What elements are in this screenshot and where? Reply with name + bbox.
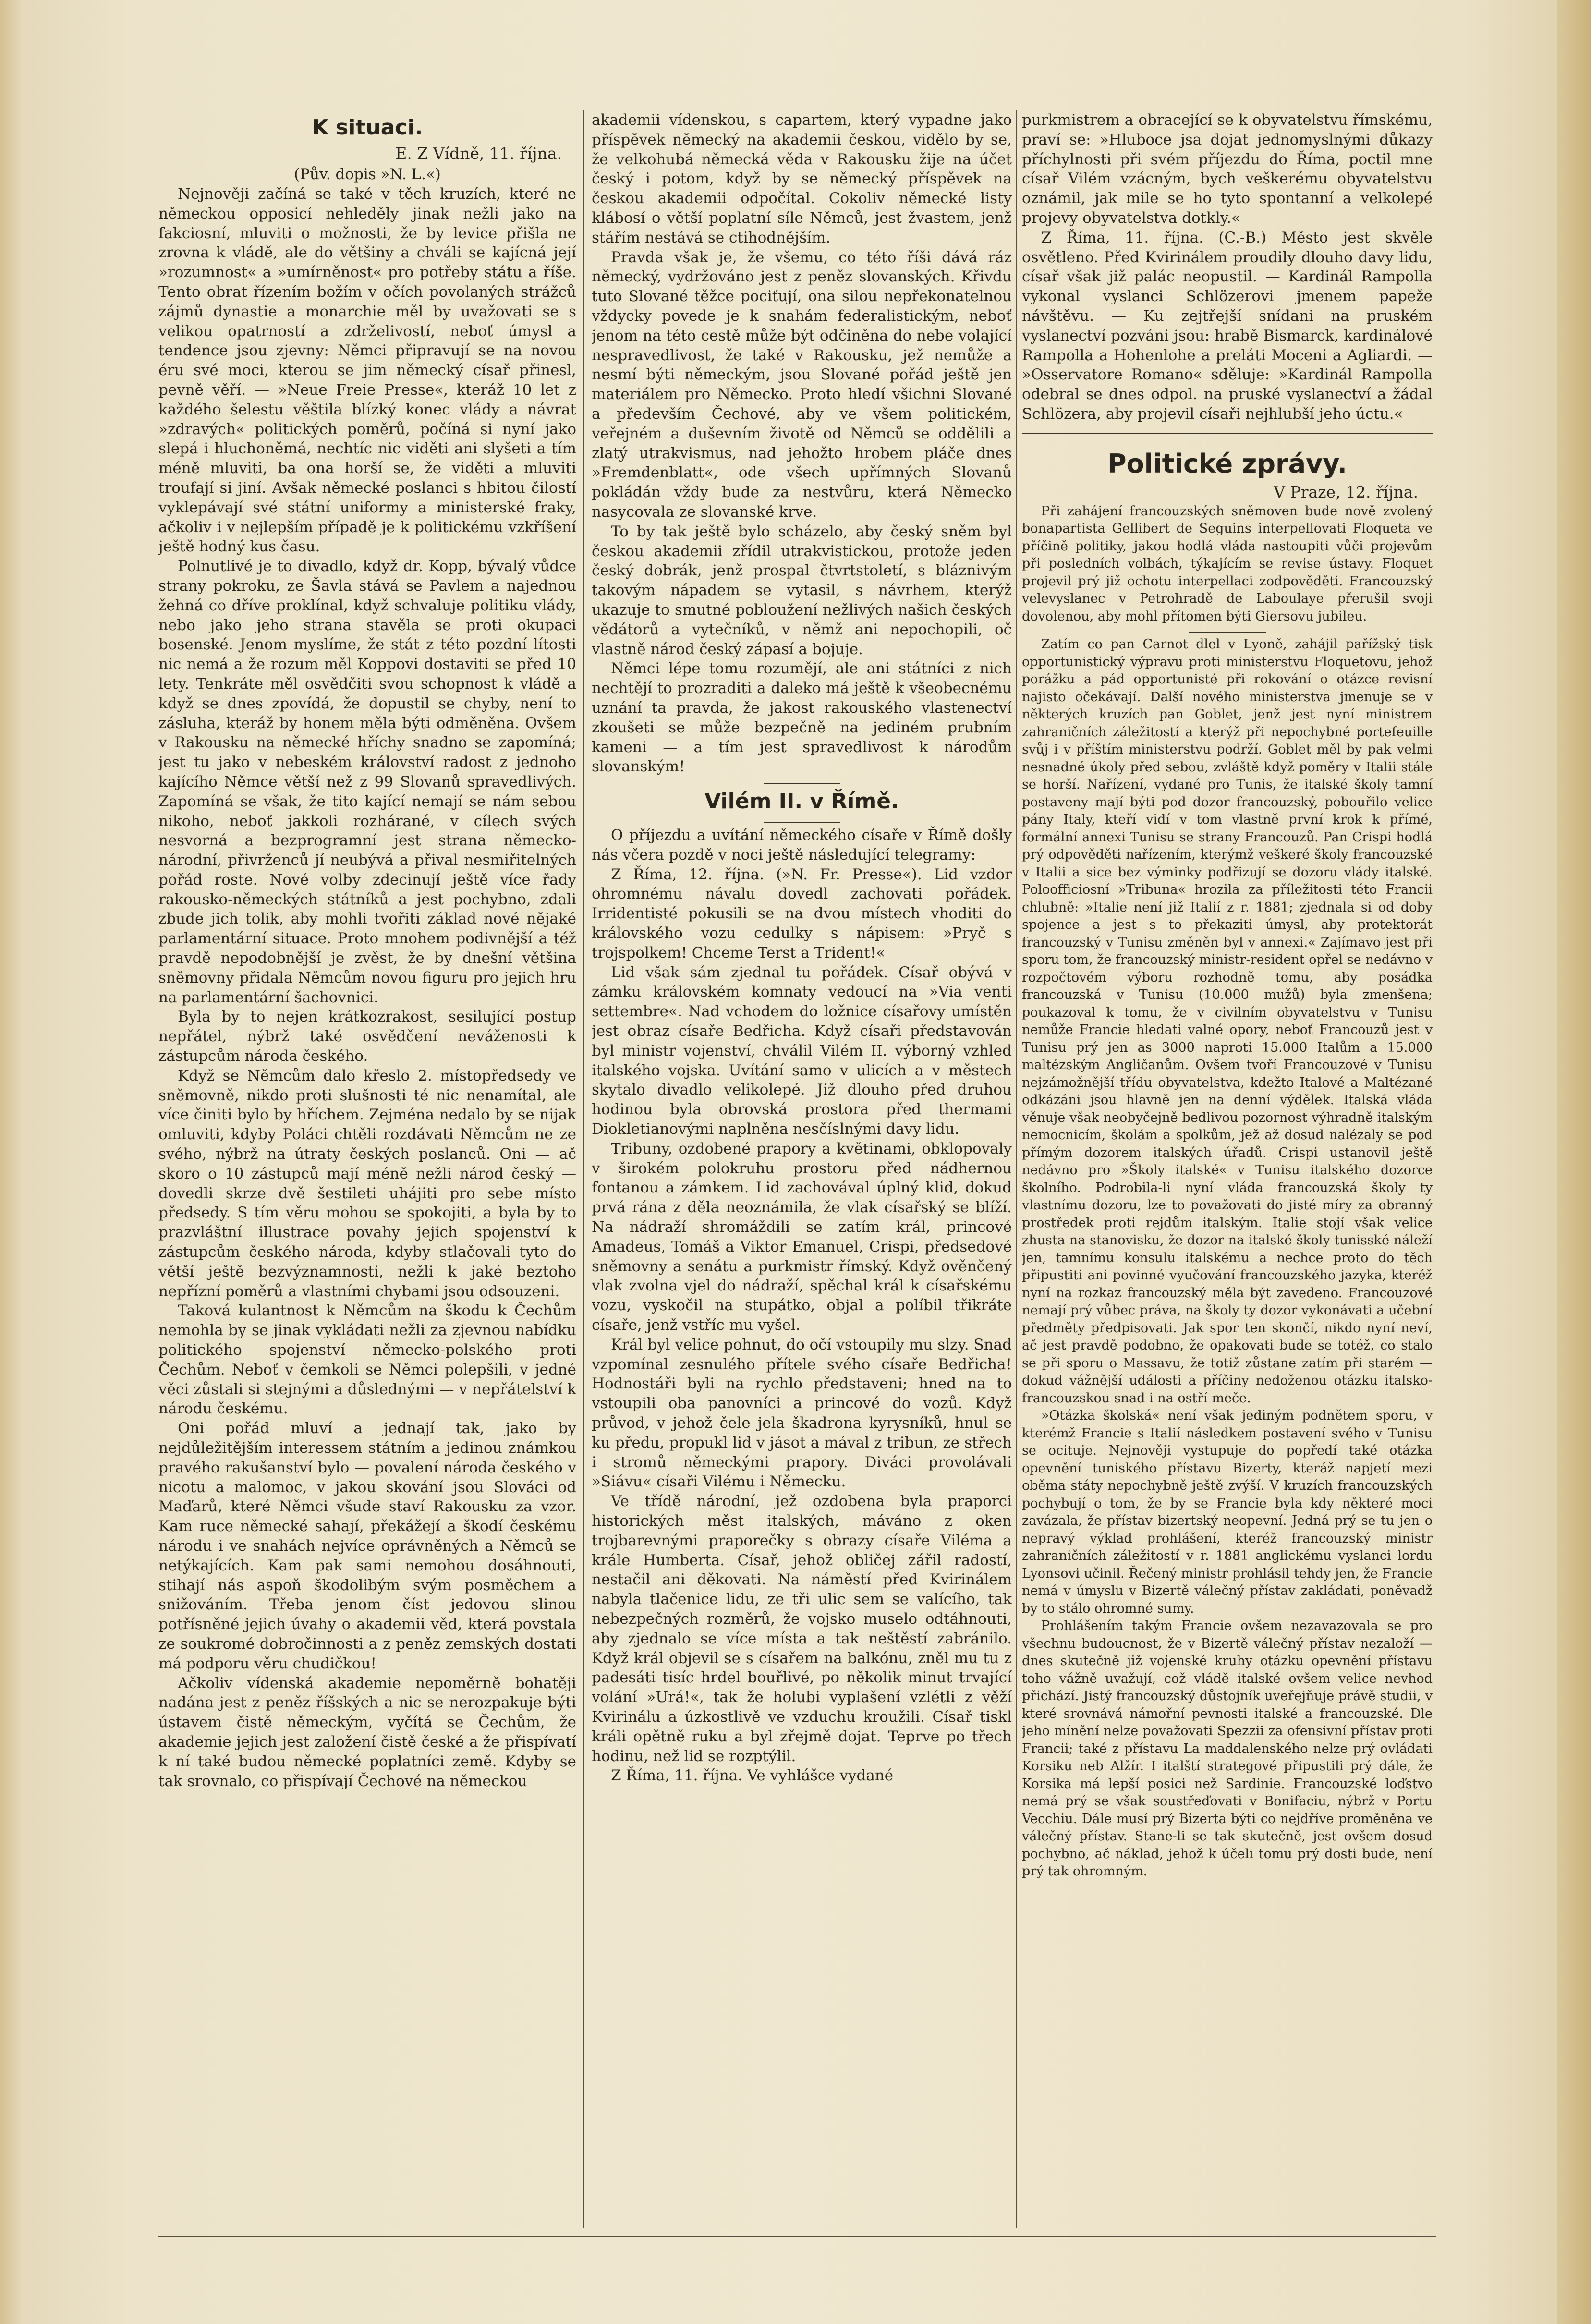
paragraph: Ačkoliv vídenská akademie nepoměrně bohatěji nadána jest z peněz říšských a nic se nerozpakuje býti ústavem čistě německým, vyčítá se Čechům, že akademie jejich jest založení čistě české a že přispívatí k ní také budou německé poplatníci země. Kdyby se tak srovnalo, co přispívají Čechové na německou (158, 1674, 576, 1790)
paragraph: Prohlášením takým Francie ovšem nezavazovala se pro všechnu budoucnost, že v Bizertě válečný přístav nezaloží — dnes skutečně již vojenské kruhy otázku opevnění přístavu toho vážně uvažují, což vládě italské ovšem velice nevhod přichází. Jistý francouzský důstojník uveřejňuje právě studii, v které srovnává námořní pevnosti italské a francouzské. Dle jeho mínění nelze považovati Spezzii za ofensivní přístav proti Francii; také z přístavu La maddalenského nelze prý ovládati Korsiku neb Alžír. I italští strategové připustili prý dále, že Korsika má lepší posici než Sardinie. Francouzské loďstvo nemá prý se však soustřeďovati v Bonifaciu, nýbrž v Portu Vecchiu. Dále musí prý Bizerta býti co nejdříve proměněna ve válečný přístav. Stane-li se tak skutečně, jest ovšem dosud pochybno, ač náklad, jehož k účeli tomu prý dosti bude, není prý tak ohromným. (1022, 1618, 1433, 1879)
paragraph-separator (1189, 632, 1266, 633)
section-separator (764, 822, 840, 823)
section-dateline: V Praze, 12. října. (1274, 482, 1418, 501)
paragraph: »Otázka školská« není však jediným podnětem sporu, v kterémž Francie s Italií následkem postavení svého v Tunisu se ocituje. Nejnověji vystupuje do popředí také otázka opevnění tuniského přístavu Bizerty, kteráž napjetí mezi oběma státy nepochybně ještě zvýší. V kruzích francouzských pochybují o tom, že by se Francie byla kdy některé moci zavázala, že přístav bizertský neopevní. Jedná prý se tu jen o nepravý výklad prohlášení, kteréž francouzský ministr zahraničních záležitostí v r. 1881 anglickému vyslanci lordu Lyonsovi učinil. Řečený ministr prohlásil tehdy jen, že Francie nemá v úmyslu v Bizertě válečný přístav zakládati, poněvadž by to stálo ohromné sumy. (1022, 1408, 1433, 1616)
column-rule-1 (583, 110, 584, 2228)
paragraph: Král byl velice pohnut, do očí vstoupily mu slzy. Snad vzpomínal zesnulého přítele svého císaře Bedřicha! Hodnostáři byli na rychlo představeni; hned na to vstoupili oba panovníci a princové do vozů. Když průvod, v jehož čele jela škadrona kyrysníků, hnul se ku předu, propukl lid v jásot a mával z tribun, ze střech i stromů německými prapory. Diváci provolávali »Siávu« císaři Vilému i Německu. (592, 1336, 1012, 1491)
paragraph: Němci lépe tomu rozumějí, ale ani státníci z nich nechtějí to prozraditi a daleko má ještě k všeobecnému uznání ta pravda, že jakost rakouského vlastenectví zkoušeti se může bezpečně na jediném prubním kameni — a tím jest spravedlivost k národům slovanským! (592, 660, 1012, 776)
article-source: (Pův. dopis »N. L.«) (294, 166, 441, 183)
page-left-edge (0, 0, 24, 2324)
column-1 (158, 110, 576, 2224)
paragraph: Polnutlivé je to divadlo, když dr. Kopp, bývalý vůdce strany pokroku, ze Šavla stává se Pavlem a najednou žehná co dříve proklínal, když schvaluje politiku vlády, nebo jako jeho strana stavěla se proti okupaci bosenské. Jenom myslíme, že stát z této pozdní lítosti nic nemá a že rozum měl Koppovi dostaviti se před 10 lety. Tenkráte měl osvědčiti svou schopnost k vládě a když se dnes zpovídá, že dopustil se chyby, není to zásluha, kteráž by honem měla býti odměněna. Ovšem v Rakousku na německé hříchy snadno se zapomíná; jest tu jako v nebeském království radost z jednoho kajícího Němce větší než z 99 Slovanů spravedlivých. Zapomíná se však, že tito kající nemají se nám sebou nikoho, neboť jakkoli rozhárané, v cílech svých nesvorná a bezprogramní jest strana německo-národní, přivrženců jí neubývá a přival nesmiřitelných pořád roste. Nové volby zdecinují ještě více řady rakousko-německých státníků a jest pochybno, zdali zbude jich tolik, aby mohli tvořiti základ nové nějaké parlamentární situace. Proto mnohem podivnější a též pravdě nepodobnější je zvěst, že by dnešní většina sněmovny přidala Němcům novou figuru pro jejich hru na parlamentární šachovnici. (158, 558, 576, 1006)
paragraph: O příjezdu a uvítání německého císaře v Římě došly nás včera pozdě v noci ještě následující telegramy: (592, 827, 1012, 864)
column-2 (592, 110, 1012, 2224)
bottom-rule (158, 2236, 1436, 2237)
paragraph: Z Říma, 11. října. Ve vyhlášce vydané (611, 1767, 894, 1785)
paragraph: akademii vídenskou, s capartem, který vypadne jako příspěvek německý na akademii českou, vidělo by se, že velkohubá německá věda v Rakousku žije na účet český i potom, když by se německý příspěvek na českou akademii odpočítal. Cokoliv německé listy klábosí o větší poplatní síle Němců, jest žvastem, jenž stářím nestává se ctihodnějším. (592, 111, 1012, 246)
column-3 (1022, 110, 1433, 2224)
article-title-vilem: Vilém II. v Římě. (704, 789, 899, 814)
paragraph: To by tak ještě bylo scházelo, aby český sněm byl českou akademii zřídil utrakvistickou, protože jeden český dobrák, jenž prospal čtvrtstoletí, s bláznivým takovým nápadem se vytasil, s návrhem, kterýž ukazuje to smutné pobloužení nežlivých našich českých vědátorů a vytečníků, v němž ani nepochopili, oč vlastně národ český zápasí a bojuje. (592, 523, 1012, 658)
paragraph: Z Říma, 12. října. (»N. Fr. Presse«). Lid vzdor ohromnému návalu dovedl zachovati pořádek. Irridentisté pokusili se na dvou místech vhoditi do královského vozu cedulky s nápisem: »Pryč s trojspolkem! Chceme Terst a Trident!« (592, 865, 1012, 961)
section-separator (1022, 433, 1433, 434)
paragraph: Při zahájení francouzských sněmoven bude nově zvolený bonapartista Gellibert de Seguins interpellovati Floqueta ve příčině politiky, jakou hodlá vláda nastoupiti vůči projevům při posledních volbách, týkajícím se revise ústavy. Floquet projevil prý již ochotu interpellaci zodpověděti. Francouzský velevyslanec v Petrohradě de Laboulaye přerušil svoji dovolenou, aby mohl přítomen býti Giersovu jubileu. (1022, 503, 1433, 624)
section-separator (764, 783, 840, 784)
paragraph: Když se Němcům dalo křeslo 2. místopředsedy ve sněmovně, nikdo proti slušnosti té nic nenamítal, ale více činiti bylo by hříchem. Zejména nedalo by se nijak omluviti, kdyby Poláci chtěli rozdávati Němcům ne ze svého, nýbrž na útraty českých poslanců. Oni — ač skoro o 10 zástupců mají méně nežli národ český — dovedli skrze dvě šestileti uhájiti pro sebe místo předsedy. S tím věru mohou se spokojiti, a byla by to prazvláštní illustrace povahy jejich spojenství k zástupcům českého národa, kdyby stlačovali tyto do větší ještě bezvýznamnosti, nežli k jaké beztoho nepřízní poměrů a vlastními chybami jsou odsouzeni. (158, 1067, 576, 1300)
paragraph: Taková kulantnost k Němcům na škodu k Čechům nemohla by se jinak vykládati nežli za zjevnou nabídku politického spojenství německo-polského proti Čechům. Neboť v čemkoli se Němci polepšili, v jedné věci zůstali si stejnými a důslednými — v nepřátelství k národu českému. (158, 1302, 576, 1418)
article-dateline: E. Z Vídně, 11. října. (395, 144, 562, 163)
paragraph: Oni pořád mluví a jednají tak, jako by nejdůležitějším interessem státním a jedinou známkou pravého rakušanství bylo — povalení národa českého v nicotu a malomoc, v jakou skování jsou Slováci od Maďarů, které Němci všude staví Rakousku za vzor. Kam ruce německé sahají, překážejí a škodí českému národu i ve snahách nejvíce oprávněných a Němců se netýkajících. Kam pak sami nemohou dosáhnouti, stihají nás aspoň škodolibým svým posměchem a snižováním. Třeba jenom číst jedovou slinou potřísněné jejich úvahy o akademii věd, která povstala ze soukromé dobročinnosti a z peněz zemských dostati má podporu věru chudičkou! (158, 1420, 576, 1672)
article-title-k-situaci: K situaci. (312, 115, 423, 140)
paragraph: Zatím co pan Carnot dlel v Lyoně, zahájil pařížský tisk opportunistický výpravu proti ministerstvu Floquetovu, jehož porážku a pád opportunisté při rokování o otázce revisní najisto očekávají. Další nového ministerstva jmenuje se v některých kruzích pan Goblet, jenž jest nyní ministrem zahraničních záležitostí a kterýž při nepochybné portefeuille svůj i v příštím ministerstvu podrží. Goblet měl by pak velmi nesnadné úkoly před sebou, zvláště když poměry v Italii stále se horší. Nařízení, vydané pro Tunis, že italské školy tamní postaveny mají býti pod dozor francouzský, pobouřilo velice pány Italy, kteří vidí v tom vlastně první krok k přímé, formální annexi Tunisu se strany Francouzů. Pan Crispi hodlá prý odpověděti nařízením, kterýmž veškeré školy francouzské v Italii a sice bez výminky podřizují se dozoru vlády italské. Poloofficiosní »Tribuna« hrozila za příležitosti této Francii chlubně: »Italie není již Italií z r. 1881; zjednala si od doby spojence a jest s to překaziti úmysl, aby protektorát francouzský v Tunisu změněn byl v annexi.« Zajímavo jest při sporu tom, že francouzský ministr-resident opřel se nedávno v rozpočtovém výboru rozhodně tomu, aby posádka francouzská v Tunisu (10.000 mužů) byla zmenšena; poukazoval k tomu, že v civilním obyvatelstvu v Tunisu nemůže Francie hledati valné opory, neboť Francouzů jest v Tunisu prý jen as 3000 naproti 15.000 Italům a 15.000 maltézským Angličanům. Ovšem tvoří Francouzové v Tunisu nejzámožnější třídu obyvatelstva, kdežto Italové a Maltézané odkázáni jsou hlavně jen na denní výdělek. Italská vláda věnuje však neobyčejně bedlivou pozornost výhradně italským nemocnicím, školám a spolkům, jež až dosud nalézaly se pod přímým dozorem italských úřadů. Crispi ustanovil ještě nedávno pro »Školy italské« v Tunisu italského dozorce školního. Podrobila-li nyní vláda francouzská školy ty vlastnímu dozoru, lze to považovati do jisté míry za obranný prostředek proti rejdům italským. Italie stojí však velice zhusta na stanovisku, že dozor na italské školy tunisské náleží jen, tamnímu konsulu italskému a nechce proto do těch připustiti ani povinné vyučování francouzského jazyka, kteréž nyní na rozkaz francouzský měla být zavedeno. Francouzové nemají prý vůbec práva, na školy ty dozor vykonávati a učební předměty předpisovati. Jak spor ten skončí, nikdo nyní neví, ač jest pravdě podobno, že opakovati bude se totéž, co stalo se při sporu o Massavu, že totiž zůstane zatím při starém — dokud vážnější události a příčiny nedoženou otázku italsko-francouzskou snad i na ostří meče. (1022, 637, 1433, 1406)
paragraph: Byla by to nejen krátkozrakost, sesilující postup nepřátel, nýbrž také osvědčení neváženosti k zástupcům národa českého. (158, 1008, 576, 1065)
paragraph: Z Říma, 11. října. (C.-B.) Město jest skvěle osvětleno. Před Kvirinálem proudily dlouho davy lidu, císař však již palác neopustil. — Kardinál Rampolla vykonal vyslanci Schlözerovi jmenem papeže návštěvu. — Ku zejtřejší snídani na pruském vyslanectví pozváni jsou: hrabě Bismarck, kardinálové Rampolla a Hohenlohe a preláti Moceni a Agliardi. — »Osservatore Romano« sděluje: »Kardinál Rampolla odebral se dnes odpol. na pruské vyslanectví a žádal Schlözera, aby projevil císaři nejhlubší jeho úctu.« (1022, 229, 1433, 423)
paragraph: Pravda však je, že všemu, co této říši dává ráz německý, vydržováno jest z peněz slovanských. Křivdu tuto Slované těžce pociťují, ona silou nepřekonatelnou vždycky povede je k snahám federalistickým, neboť jenom na této cestě může být odčiněna do nebe volající nespravedlivost, že také v Rakousku, jež nemůže a nesmí býti německým, jsou Slované pořád ještě jen materiálem pro Německo. Proto hledí všichni Slované a především Čechové, aby ve všem politickém, veřejném a duševním životě od Němců se oddělili a zlatý utrakvismus, nad jehožto hrobem pláče dnes »Fremdenblatt«, ode všech upřímných Slovanů pokládán vždy bude za nestvůru, která Německo nasycovala ze slovanské krve. (592, 248, 1012, 521)
paragraph: Nejnověji začíná se také v těch kruzích, které ne německou opposicí nehleděly jinak nežli jako na fakciosní, mluviti o možnosti, že by levice přišla ne zrovna k vládě, ale do většiny a chváli se kajícná její »rozumnost« a »umírněnost« pro potřeby státu a říše. Tento obrat řízením božím v očích povolaných strážců zájmů dynastie a monarchie měl by uvažovati se s velikou opatrností a zdrželivostí, neboť úmysl a tendence jsou zjevny: Němci připravují se na novou éru své moci, kterou se jim německý císař přinesl, pevně věří. — »Neue Freie Presse«, kteráž 10 let z každého šelestu věštila blízký konec vlády a návrat »zdravých« politických poměrů, počíná si nyní jako slepá i hluchoněmá, nechtíc nic viděti ani slyšeti a tím méně mluviti, ba ona horší se, že viděti a mluviti troufají si jiní. Avšak německé poslanci s hbitou čilostí vyklepávají své státní uniformy a ministerské fraky, ačkoliv i v nejlepším případě je k politickému vzkříšení ještě hodný kus času. (158, 185, 576, 556)
paragraph: purkmistrem a obracející se k obyvatelstvu římskému, praví se: »Hluboce jsa dojat jednomyslnými důkazy příchylnosti při svém příjezdu do Říma, poctil mne císař Vilém vzácným, bych veškerému obyvatelstvu oznámil, jak mile se ho tyto spontanní a velkolepé projevy obyvatelstva dotkly.« (1022, 111, 1433, 227)
paragraph: Tribuny, ozdobené prapory a květinami, obklopovaly v širokém polokruhu prostoru před nádhernou fontanou a zámkem. Lid zachovával úplný klid, dokud prvá rána z děla neoznámila, že vlak císařský se blíží. Na nádraží shromáždili se zatím král, princové Amadeus, Tomáš a Viktor Emanuel, Crispi, předsedové sněmovny a senátu a purkmistr římský. Když ověnčený vlak zvolna vjel do nádraží, spěchal král k císařskému vozu, vyskočil na stupátko, objal a políbil třikráte císaře, jenž vstříc mu vyšel. (592, 1140, 1012, 1334)
paragraph: Lid však sám zjednal tu pořádek. Císař obývá v zámku královském komnaty vedoucí na »Via venti settembre«. Nad vchodem do ložnice císařovy umístěn jest obraz císaře Bedřicha. Když císaři představován byl ministr vojenství, chválil Vilém II. výborný vzhled italského vojska. Uvítání samo v ulicích a v městech skytalo divadlo velikolepé. Již dlouho před druhou hodinou byla obrovská prostora před thermami Diokletianovými naplněna nesčíslnými davy lidu. (592, 963, 1012, 1138)
section-title-politicke-zpravy: Politické zprávy. (1107, 448, 1348, 479)
paragraph: Ve třídě národní, jež ozdobena byla praporci historických měst italských, máváno z oken trojbarevnými praporečky s obrazy císaře Viléma a krále Humberta. Císař, jehož obličej zářil radostí, nestačil ani děkovati. Na náměstí před Kvirinálem nabyla tlačenice lidu, ze tři ulic sem se valícího, tak nebezpečných rozměrů, že vojsko muselo odtáhnouti, aby zjednalo se více místa a tak neštěstí zabránilo. Když král objevil se s císařem na balkónu, zněl mu tu z padesáti tisíc hrdel bouřlivé, po několik minut trvající volání »Urá!«, tak že holubi vyplašení vzlétli z věží Kvirinálu a úzkostlivě ve vzduchu kroužili. Císař tiskl králi opětně ruku a byl zřejmě dojat. Teprve po třech hodinu, než lid se rozptýlil. (592, 1493, 1012, 1765)
column-rule-2 (1016, 110, 1017, 2228)
page-right-edge (1557, 0, 1591, 2324)
